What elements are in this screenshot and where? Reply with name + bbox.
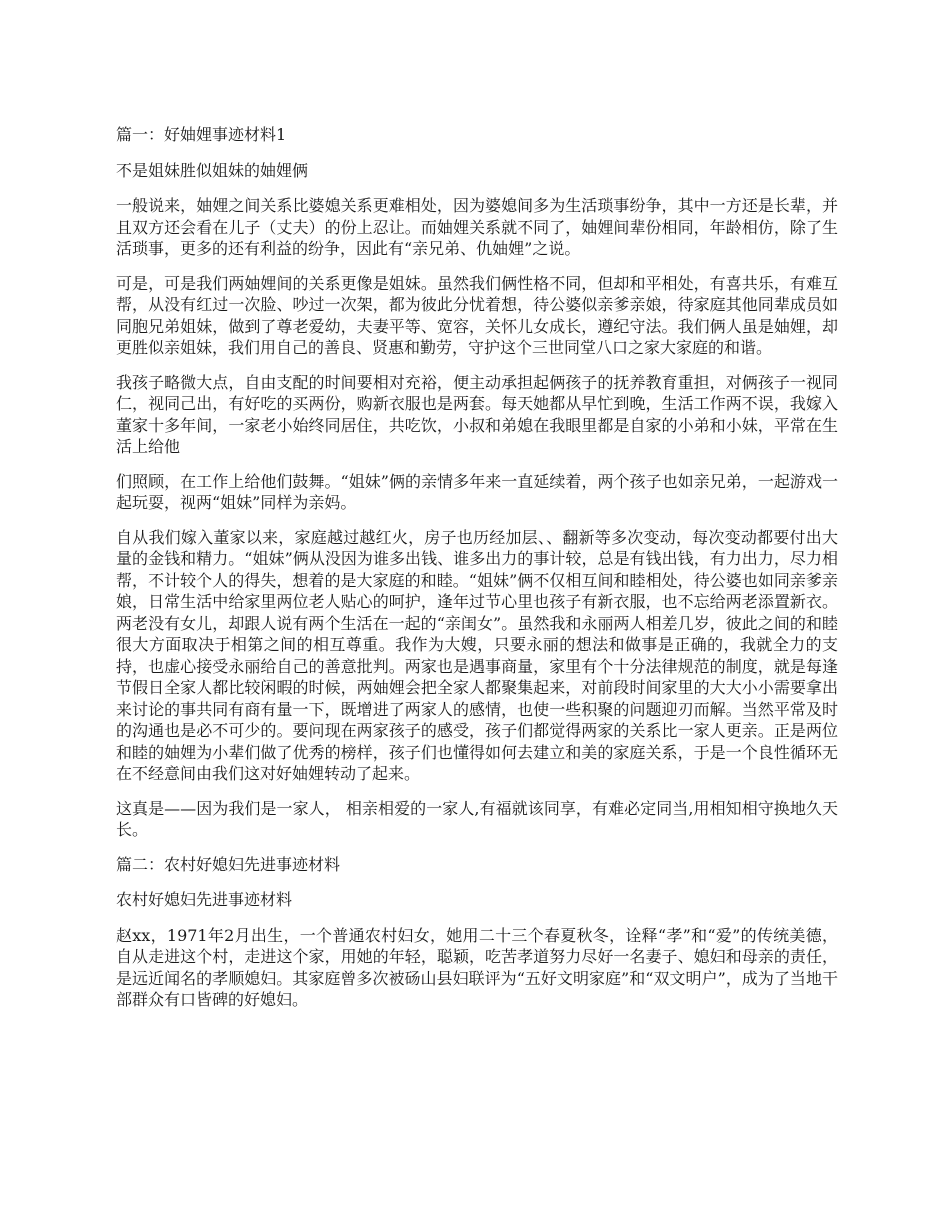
paragraph: 们照顾，在工作上给他们鼓舞。“姐妹”俩的亲情多年来一直延续着，两个孩子也如亲兄弟，一起游戏一起玩耍，视两“姐妹”同样为亲妈。 (116, 471, 838, 512)
article-one-subtitle: 不是姐妹胜似姐妹的妯娌俩 (116, 160, 309, 180)
paragraph: 赵xx，1971年2月出生，一个普通农村妇女，她用二十三个春夏秋冬，诠释“孝”和“爱”的传统美德，自从走进这个村，走进这个家，用她的年轻，聪颖，吃苦孝道努力尽好一名妻子、媳妇和母亲的责任，是远近闻名的孝顺媳妇。其家庭曾多次被砀山县妇联评为“五好文明家庭”和“双文明户”，成为了当地干部群众有口皆碑的好媳妇。 (116, 925, 838, 1009)
document-page (116, 124, 838, 1024)
paragraph: 一般说来，妯娌之间关系比婆媳关系更难相处，因为婆媳间多为生活琐事纷争，其中一方还是长辈，并且双方还会看在儿子（丈夫）的份上忍让。而妯娌关系就不同了，妯娌间辈份相同，年龄相仿，除了生活琐事，更多的还有利益的纷争，因此有“亲兄弟、仇妯娌”之说。 (116, 196, 838, 258)
paragraph: 我孩子略微大点，自由支配的时间要相对充裕，便主动承担起俩孩子的抚养教育重担，对俩孩子一视同仁，视同己出，有好吃的买两份，购新衣服也是两套。每天她都从早忙到晚，生活工作两不误，我嫁入董家十多年间，一家老小始终同居住，共吃饮，小叔和弟媳在我眼里都是自家的小弟和小妹，平常在生活上给他 (116, 372, 838, 456)
article-two-subtitle: 农村好媳妇先进事迹材料 (116, 890, 293, 909)
section-one-title: 篇一：好妯娌事迹材料1 (116, 125, 287, 144)
paragraph: 可是，可是我们两妯娌间的关系更像是姐妹。虽然我们俩性格不同，但却和平相处，有喜共乐，有难互帮，从没有红过一次脸、吵过一次架，都为彼此分忧着想，待公婆似亲爹亲娘，待家庭其他同辈成员如同胞兄弟姐妹，做到了尊老爱幼，夫妻平等、宽容，关怀儿女成长，遵纪守法。我们俩人虽是妯娌，却更胜似亲姐妹，我们用自己的善良、贤惠和勤劳，守护这个三世同堂八口之家大家庭的和谐。 (116, 273, 838, 357)
paragraph: 自从我们嫁入董家以来，家庭越过越红火，房子也历经加层、、翻新等多次变动，每次变动都要付出大量的金钱和精力。“姐妹”俩从没因为谁多出钱、谁多出力的事计较，总是有钱出钱，有力出力，尽力相帮，不计较个人的得失，想着的是大家庭的和睦。“姐妹”俩不仅相互间和睦相处，待公婆也如同亲爹亲娘，日常生活中给家里两位老人贴心的呵护，逢年过节心里也孩子有新衣服，也不忘给两老添置新衣。两老没有女儿，却跟人说有两个生活在一起的“亲闺女”。虽然我和永丽两人相差几岁，彼此之间的和睦很大方面取决于相第之间的相互尊重。我作为大嫂，只要永丽的想法和做事是正确的，我就全力的支持，也虚心接受永丽给自己的善意批判。两家也是遇事商量，家里有个十分法律规范的制度，就是每逢节假日全家人都比较闲暇的时候，两妯娌会把全家人都聚集起来，对前段时间家里的大大小小需要拿出来讨论的事共同有商有量一下，既增进了两家人的感情，也使一些积聚的问题迎刃而解。当然平常及时的沟通也是必不可少的。要问现在两家孩子的感受，孩子们都觉得两家的关系比一家人更亲。正是两位和睦的妯娌为小辈们做了优秀的榜样，孩子们也懂得如何去建立和美的家庭关系，于是一个良性循环无在不经意间由我们这对好妯娌转动了起来。 (116, 527, 838, 783)
section-two-title: 篇二：农村好媳妇先进事迹材料 (116, 854, 341, 874)
paragraph: 这真是——因为我们是一家人， 相亲相爱的一家人,有福就该同享，有难必定同当,用相知相守换地久天长。 (116, 798, 838, 839)
